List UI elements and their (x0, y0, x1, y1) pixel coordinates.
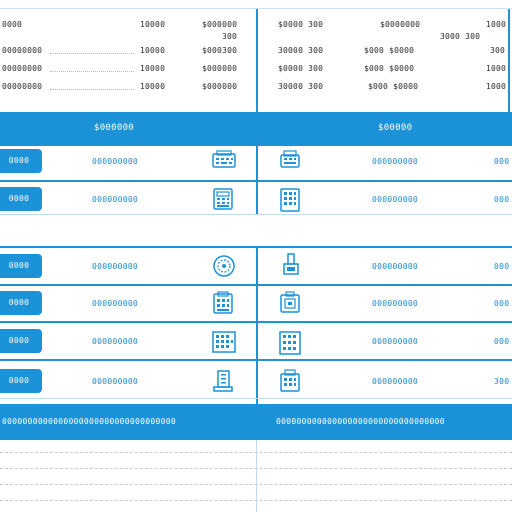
section-header-bar (0, 112, 512, 146)
row-amount: $000000 (202, 64, 238, 73)
row-amount: 3000 300 (440, 32, 481, 41)
row-divider (0, 214, 512, 215)
circuit-board-icon[interactable] (212, 331, 236, 357)
row-value: 10000 (140, 46, 166, 55)
group-divider (0, 246, 512, 248)
row-end: 000 (494, 262, 510, 271)
row-code: 30000 300 (278, 46, 324, 55)
bottom-rule (0, 468, 512, 469)
row-divider (0, 398, 512, 399)
document-stand-icon[interactable] (213, 369, 233, 397)
globe-icon[interactable] (212, 254, 236, 282)
footer-label-right: 000000000000000000000000000000000 (276, 417, 445, 426)
row-end: 000 (494, 195, 510, 204)
footer-bar (0, 404, 512, 440)
row-chip-button[interactable]: 0000 (0, 329, 42, 353)
top-table-top-rule (0, 8, 512, 9)
row-code: 30000 300 (278, 82, 324, 91)
row-amount: $0000000 (380, 20, 421, 29)
row-value: 10000 (140, 82, 166, 91)
top-table-divider-right (508, 8, 510, 112)
leader-dots (50, 53, 134, 54)
bottom-divider (256, 440, 257, 512)
row-value-left: 000000000 (92, 262, 139, 271)
row-divider (0, 321, 512, 323)
row-value-left: 000000000 (92, 195, 139, 204)
row-end: 000 (494, 337, 510, 346)
section-header-left: $000000 (94, 123, 135, 133)
row-code: $0000 300 (278, 20, 324, 29)
bottom-rule (0, 484, 512, 485)
mid-divider-2 (256, 248, 258, 404)
row-label: 00000000 (2, 82, 43, 91)
row-value-left: 000000000 (92, 299, 139, 308)
row-label: 00000000 (2, 46, 43, 55)
row-value-right: 000000000 (372, 195, 419, 204)
footer-label-left: 0000000000000000000000000000000000 (2, 417, 176, 426)
row-end: 300 (490, 46, 506, 55)
keyboard-icon[interactable] (212, 150, 236, 174)
section-header-right: $00000 (378, 123, 413, 133)
row-value-left: 000000000 (92, 337, 139, 346)
printer-icon[interactable] (279, 149, 301, 175)
row-amount: $000 $0000 (368, 82, 419, 91)
row-chip-button[interactable]: 0000 (0, 369, 42, 393)
row-label: 0000 (2, 20, 23, 29)
row-end: 000 (494, 157, 510, 166)
printer-icon[interactable] (279, 369, 301, 397)
leader-dots (50, 89, 134, 90)
leader-dots (50, 71, 134, 72)
row-end: 000 (494, 299, 510, 308)
row-label: 00000000 (2, 64, 43, 73)
row-amount: $000300 (202, 46, 238, 55)
row-amount: $000 $0000 (364, 64, 415, 73)
bottom-rule (0, 452, 512, 453)
row-value: 10000 (140, 64, 166, 73)
row-amount: $000000 (202, 20, 238, 29)
row-chip-button[interactable]: 0000 (0, 187, 42, 211)
bottom-rule (0, 500, 512, 501)
circuit-board-icon[interactable] (279, 331, 301, 359)
row-chip-button[interactable]: 0000 (0, 291, 42, 315)
row-divider (0, 284, 512, 286)
row-end: 300 (494, 377, 510, 386)
scanner-icon[interactable] (279, 291, 301, 319)
hammer-icon[interactable] (281, 252, 301, 282)
row-value-right: 000000000 (372, 262, 419, 271)
row-code: $0000 300 (278, 64, 324, 73)
row-chip-button[interactable]: 0000 (0, 149, 42, 173)
top-table-divider-center (256, 8, 258, 112)
row-chip-button[interactable]: 0000 (0, 254, 42, 278)
row-divider (0, 359, 512, 361)
row-divider (0, 180, 512, 182)
row-end: 1000 (486, 82, 507, 91)
row-value: 10000 (140, 20, 166, 29)
calculator-icon[interactable] (212, 187, 234, 215)
row-amount: 300 (222, 32, 238, 41)
row-value-left: 000000000 (92, 157, 139, 166)
row-amount: $000 $0000 (364, 46, 415, 55)
calculator-icon[interactable] (212, 291, 234, 319)
row-value-right: 000000000 (372, 299, 419, 308)
row-value-right: 000000000 (372, 157, 419, 166)
row-value-left: 000000000 (92, 377, 139, 386)
row-value-right: 000000000 (372, 377, 419, 386)
row-end: 1000 (486, 64, 507, 73)
row-amount: $000000 (202, 82, 238, 91)
row-end: 1000 (486, 20, 507, 29)
row-value-right: 000000000 (372, 337, 419, 346)
calculator-icon[interactable] (279, 187, 301, 217)
